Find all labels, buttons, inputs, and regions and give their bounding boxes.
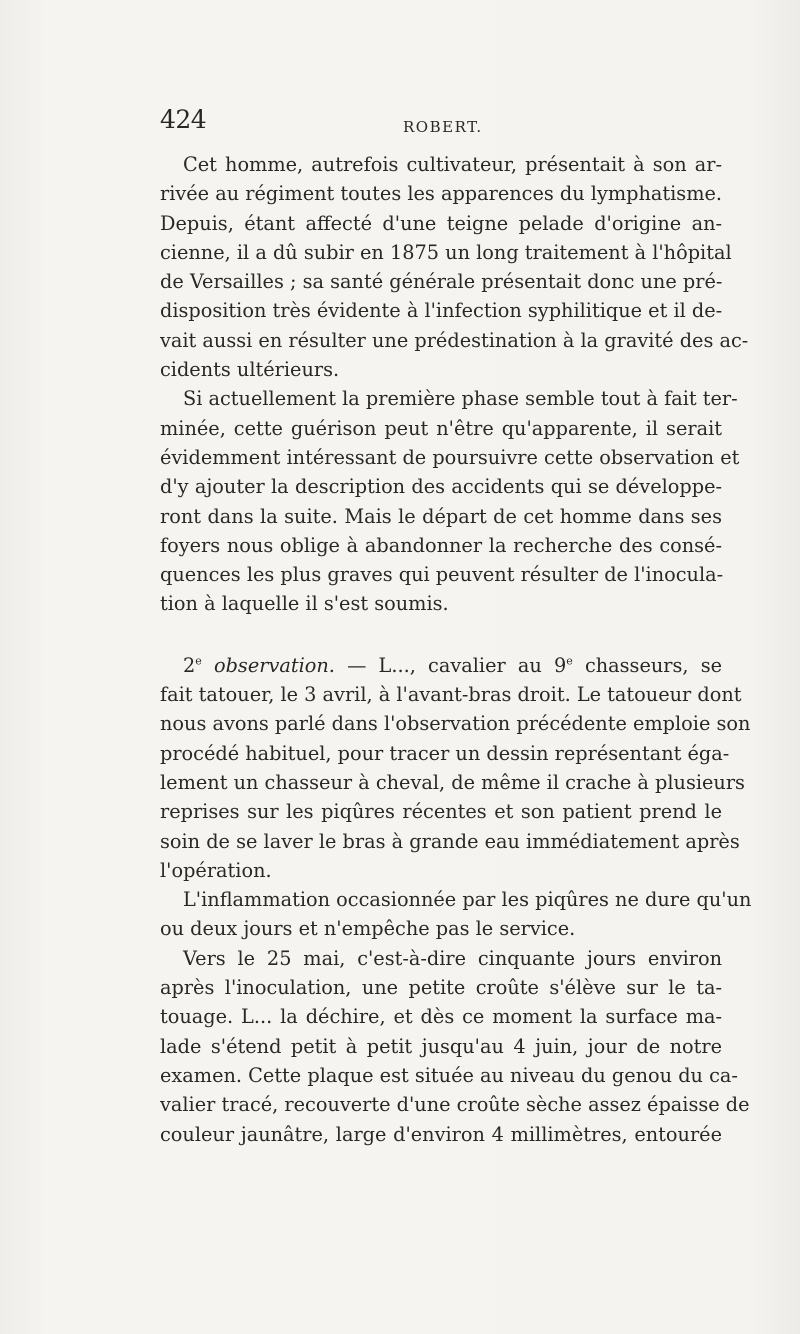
text-line: cienne, il a dû subir en 1875 un long traitement à l'hôpital [160, 240, 732, 264]
paragraph [160, 150, 749, 384]
text-line: Depuis, étant affecté d'une teigne pelade d'origine an- [160, 211, 722, 235]
text-line: cidents ultérieurs. [160, 358, 340, 382]
text-line: disposition très évidente à l'infection syphilitique et il de- [160, 299, 723, 323]
observation-number-sup: e [195, 654, 202, 668]
text-line: soin de se laver le bras à grande eau immédiatement après [160, 829, 740, 853]
text-line: Vers le 25 mai, c'est-à-dire cinquante jours environ [183, 946, 722, 970]
text-line: vait aussi en résulter une prédestination à la gravité des ac- [160, 328, 749, 352]
paragraph [160, 885, 752, 944]
page-number: 424 [160, 105, 207, 134]
observation-number: 2 [183, 653, 196, 677]
text-line: évidemment intéressant de poursuivre cette observation et [160, 445, 740, 469]
paragraph [160, 944, 750, 1149]
text-line: ront dans la suite. Mais le départ de cet homme dans ses [160, 504, 722, 528]
text-line: après l'inoculation, une petite croûte s'élève sur le ta- [160, 976, 722, 1000]
regiment-sup: e [566, 654, 573, 668]
text-line: Cet homme, autrefois cultivateur, présentait à son ar- [183, 153, 722, 176]
text-line: fait tatouer, le 3 avril, à l'avant-bras droit. Le tatoueur dont [160, 683, 742, 707]
observation-intro: — L..., cavalier au 9 [334, 653, 567, 677]
text-line: rivée au régiment toutes les apparences du lymphatisme. [160, 182, 723, 206]
paragraph [160, 384, 740, 618]
text-line: lement un chasseur à cheval, de même il crache à plusieurs [160, 770, 745, 794]
text-line: ou deux jours et n'empêche pas le service. [160, 917, 576, 941]
page-header [160, 105, 722, 145]
text-line: quences les plus graves qui peuvent résulter de l'inocula- [160, 563, 724, 587]
text-line: nous avons parlé dans l'observation précédente emploie son [160, 712, 751, 736]
section-gap [160, 619, 722, 651]
observation-label: observation. [213, 653, 335, 677]
text-line: Si actuellement la première phase semble tout à fait ter- [183, 387, 738, 411]
text-line: de Versailles ; sa santé générale présentait donc une pré- [160, 270, 723, 294]
text-line: lade s'étend petit à petit jusqu'au 4 juin, jour de notre [160, 1034, 722, 1058]
running-head: ROBERT. [403, 118, 483, 136]
observation-paragraph [160, 651, 751, 885]
text-line: foyers nous oblige à abandonner la recherche des consé- [160, 533, 722, 557]
text-line: L'inflammation occasionnée par les piqûres ne dure qu'un [183, 888, 752, 912]
text-line: valier tracé, recouverte d'une croûte sèche assez épaisse de [160, 1093, 750, 1117]
text-line: examen. Cette plaque est située au niveau du genou du ca- [160, 1063, 738, 1087]
text-line: tion à laquelle il s'est soumis. [160, 592, 449, 616]
text-line: l'opération. [160, 858, 272, 882]
observation-intro-end: chasseurs, se [572, 653, 722, 677]
text-line: minée, cette guérison peut n'être qu'apparente, il serait [160, 416, 722, 440]
observation-heading-line [160, 651, 722, 680]
text-line: reprises sur les piqûres récentes et son patient prend le [160, 800, 722, 824]
text-line: couleur jaunâtre, large d'environ 4 millimètres, entourée [160, 1122, 722, 1146]
body-text [160, 150, 752, 1149]
text-line: touage. L... la déchire, et dès ce moment la surface ma- [160, 1005, 722, 1029]
text-line: d'y ajouter la description des accidents qui se développe- [160, 475, 722, 499]
text-line: procédé habituel, pour tracer un dessin représentant éga- [160, 741, 730, 765]
